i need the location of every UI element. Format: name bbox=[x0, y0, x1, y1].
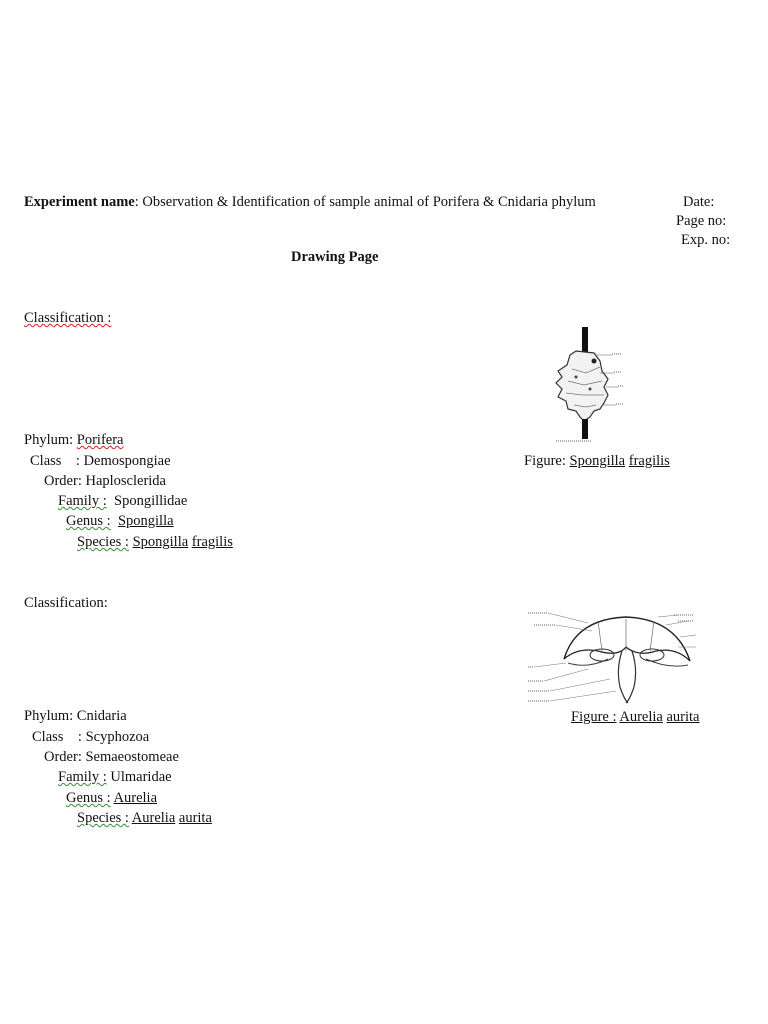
spongilla-stalk-top bbox=[582, 327, 588, 353]
spongilla-stalk-bottom bbox=[582, 419, 588, 439]
page-title: Drawing Page bbox=[291, 249, 379, 265]
classification-label-2: Classification: bbox=[24, 595, 108, 611]
figure-value-1: Spongilla bbox=[569, 453, 626, 469]
aurelia-bell bbox=[564, 617, 690, 661]
experiment-label: Experiment name bbox=[24, 194, 135, 210]
species-value-2: fragilis bbox=[191, 534, 233, 550]
family-label: Family : bbox=[58, 493, 107, 509]
family-line-1 bbox=[58, 493, 187, 510]
class-label: Class : bbox=[32, 729, 86, 745]
phylum-line-2 bbox=[24, 708, 127, 725]
genus-label: Genus : bbox=[66, 513, 111, 529]
order-line-1 bbox=[44, 473, 166, 490]
experiment-line bbox=[24, 194, 596, 211]
figure-label: Figure : bbox=[571, 709, 617, 725]
class-label: Class : bbox=[30, 453, 84, 469]
exp-no-label: Exp. no: bbox=[681, 232, 731, 248]
figure-caption-1 bbox=[524, 453, 670, 470]
page-no-label: Page no: bbox=[676, 213, 727, 229]
figure-label: Figure: bbox=[524, 453, 570, 469]
experiment-value: Observation & Identification of sample animal of Porifera & Cnidaria phylum bbox=[142, 194, 596, 210]
family-label: Family : bbox=[58, 769, 107, 785]
species-value-1: Aurelia bbox=[131, 810, 176, 826]
genus-value: Aurelia bbox=[113, 790, 158, 806]
genus-line-2 bbox=[66, 790, 157, 807]
phylum-value: Cnidaria bbox=[76, 708, 127, 724]
figure-value-1: Aurelia bbox=[619, 709, 663, 725]
order-line-2 bbox=[44, 749, 179, 766]
spongilla-body bbox=[556, 351, 608, 421]
class-value: Scyphozoa bbox=[85, 729, 150, 745]
phylum-line-1 bbox=[24, 432, 123, 449]
order-label: Order: bbox=[44, 749, 86, 765]
figure-value-2: fragilis bbox=[628, 453, 670, 469]
genus-value: Spongilla bbox=[117, 513, 174, 529]
experiment-sep: : bbox=[134, 194, 143, 210]
figure-caption-2 bbox=[571, 709, 699, 726]
figure-value-2: aurita bbox=[666, 709, 700, 725]
genus-label: Genus : bbox=[66, 790, 111, 806]
class-line-2 bbox=[32, 729, 149, 746]
aurelia-drawing bbox=[528, 607, 698, 707]
genus-line-1 bbox=[66, 513, 174, 530]
family-value: Spongillidae bbox=[106, 493, 188, 509]
oral-arm-left bbox=[618, 651, 628, 703]
order-value: Semaeostomeae bbox=[85, 749, 179, 765]
species-value-1: Spongilla bbox=[132, 534, 189, 550]
date-label: Date: bbox=[683, 194, 715, 210]
order-label: Order: bbox=[44, 473, 86, 489]
species-label: Species : bbox=[77, 534, 129, 550]
species-label: Species : bbox=[77, 810, 129, 826]
classification-label-1: Classification : bbox=[24, 310, 112, 326]
class-value: Demospongiae bbox=[83, 453, 171, 469]
order-value: Haplosclerida bbox=[85, 473, 166, 489]
species-value-2: aurita bbox=[178, 810, 212, 826]
family-value: Ulmaridae bbox=[106, 769, 172, 785]
phylum-value: Porifera bbox=[76, 432, 124, 448]
species-line-2 bbox=[77, 810, 212, 827]
species-line-1 bbox=[77, 534, 233, 551]
phylum-label: Phylum: bbox=[24, 432, 77, 448]
spongilla-drawing bbox=[546, 325, 626, 445]
class-line-1 bbox=[30, 453, 171, 470]
oral-arm-right bbox=[626, 651, 636, 703]
phylum-label: Phylum: bbox=[24, 708, 77, 724]
family-line-2 bbox=[58, 769, 172, 786]
gonad-right bbox=[640, 649, 664, 661]
